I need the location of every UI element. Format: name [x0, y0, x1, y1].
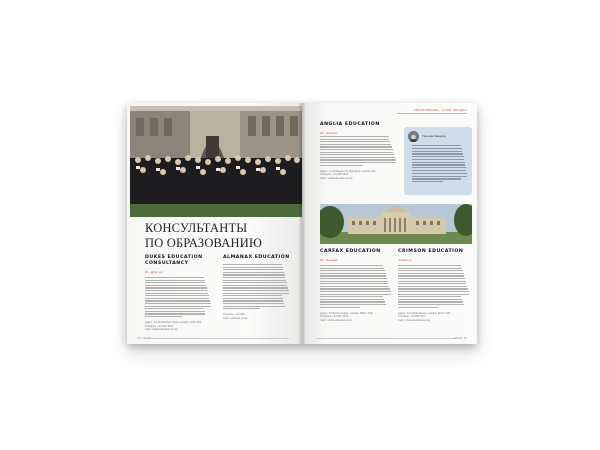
- agency-tag: W., Лондон: [320, 258, 338, 262]
- text-line: [223, 295, 282, 296]
- text-line: [398, 304, 464, 305]
- contact-address: Адрес: 14-18 Regent St, Bromford, London, W4 ...: [320, 169, 379, 173]
- body-text: [320, 136, 398, 166]
- text-line: [412, 145, 461, 146]
- text-line: [412, 151, 462, 152]
- quote-box: [404, 127, 472, 195]
- contact-block: [320, 170, 398, 181]
- agency-tag: W., Англия: [320, 131, 337, 135]
- text-line: [398, 288, 468, 289]
- text-line: [320, 307, 360, 308]
- contact-phone: Телефон: +44 800 433: [398, 315, 425, 319]
- text-line: [398, 281, 466, 282]
- text-line: [223, 277, 285, 278]
- page-title-line-2: ПО ОБРАЗОВАНИЮ: [145, 236, 263, 250]
- text-line: [320, 268, 384, 269]
- text-line: [412, 164, 465, 165]
- folio-label: СНОБ: [141, 337, 151, 340]
- text-line: [320, 152, 393, 153]
- building-photo: [320, 204, 472, 244]
- agency-dukes: [145, 255, 212, 332]
- agency-title: ALMANAX EDUCATION: [223, 255, 290, 260]
- text-line: [398, 268, 462, 269]
- contact-site: Сайт: crimsoneducation.org: [398, 318, 431, 322]
- text-line: [145, 287, 207, 288]
- right-page: [302, 103, 477, 344]
- contact-phone: Телефон: +44 020 4394: [320, 173, 349, 177]
- text-line: [412, 156, 464, 157]
- text-line: [398, 294, 469, 295]
- text-line: [223, 280, 286, 281]
- avatar: [408, 131, 419, 142]
- contact-site: Сайт: almanax.co.uk: [223, 316, 248, 320]
- text-line: [412, 173, 467, 174]
- text-line: [412, 159, 464, 160]
- text-line: [223, 308, 260, 309]
- text-line: [320, 291, 391, 292]
- agency-title: DUKES EDUCATION CONSULTANCY: [145, 255, 203, 266]
- text-line: [223, 290, 289, 291]
- contact-address: Адрес: 62 Beech Hepbe, London, SW1Y 4LB: [320, 311, 373, 315]
- text-line: [320, 139, 389, 140]
- text-line: [223, 298, 283, 299]
- text-line: [398, 296, 461, 297]
- text-line: [398, 299, 462, 300]
- contact-phone: Телефон: +44 567 1010: [320, 315, 349, 319]
- text-line: [398, 273, 464, 274]
- text-line: [398, 291, 469, 292]
- text-line: [320, 270, 385, 271]
- text-line: [320, 165, 363, 166]
- agency-crimson: [398, 249, 470, 323]
- page-number: 71: [463, 337, 467, 340]
- contact-site: Сайт: carfax-education.com: [320, 318, 353, 322]
- text-line: [145, 300, 210, 301]
- text-line: [320, 146, 392, 147]
- text-line: [223, 264, 282, 265]
- folio-left: [137, 337, 150, 340]
- text-line: [223, 300, 283, 301]
- text-line: [320, 157, 395, 158]
- spine-gutter: [299, 103, 305, 344]
- text-line: [145, 303, 211, 304]
- text-line: [398, 286, 467, 287]
- text-line: [145, 313, 205, 314]
- contact-block: [145, 321, 212, 332]
- section-rule: [397, 113, 467, 114]
- body-text: [145, 277, 212, 317]
- quote-text: [412, 145, 468, 184]
- text-line: [320, 296, 383, 297]
- text-line: [398, 307, 438, 308]
- text-line: [320, 288, 390, 289]
- agency-tag: Хобыроъ: [398, 258, 413, 262]
- body-text: [223, 264, 290, 309]
- contact-phone: Телефон: +44 020 ...: [223, 313, 248, 317]
- text-line: [320, 141, 390, 142]
- text-line: [223, 293, 289, 294]
- text-line: [320, 278, 387, 279]
- text-line: [145, 290, 207, 291]
- contact-block: [398, 312, 470, 323]
- text-line: [412, 162, 465, 163]
- text-line: [223, 274, 285, 275]
- text-line: [223, 267, 283, 268]
- text-line: [320, 275, 386, 276]
- magazine-spread: [127, 103, 477, 344]
- text-line: [223, 306, 285, 307]
- contact-site: Сайт: angliaeducation.co.uk: [320, 177, 353, 181]
- text-line: [145, 308, 204, 309]
- contact-phone: Телефон: +44 020 3553: [145, 324, 174, 328]
- text-line: [145, 277, 204, 278]
- text-line: [223, 269, 283, 270]
- text-line: [320, 149, 393, 150]
- text-line: [320, 273, 386, 274]
- text-line: [223, 287, 288, 288]
- text-line: [398, 278, 465, 279]
- text-line: [223, 272, 284, 273]
- text-line: [145, 316, 182, 317]
- text-line: [320, 281, 388, 282]
- text-line: [398, 301, 463, 302]
- contact-address: Адрес: 14-18 Wandsor Place, London, W10 4SX: [145, 321, 202, 325]
- page-title: [145, 221, 295, 251]
- text-line: [223, 282, 287, 283]
- text-line: [412, 153, 463, 154]
- text-line: [223, 303, 284, 304]
- text-line: [145, 282, 205, 283]
- text-line: [320, 144, 391, 145]
- folio-label: СНОБ: [453, 337, 463, 340]
- agency-title: CRIMSON EDUCATION: [398, 249, 464, 254]
- text-line: [145, 285, 206, 286]
- text-line: [412, 178, 461, 179]
- text-line: [412, 181, 443, 182]
- text-line: [320, 283, 388, 284]
- agency-title: CARFAX EDUCATION: [320, 249, 381, 254]
- text-line: [320, 162, 396, 163]
- text-line: [320, 136, 389, 137]
- contact-block: [320, 312, 392, 323]
- text-line: [412, 170, 466, 171]
- text-line: [320, 301, 385, 302]
- contact-block: [223, 313, 290, 320]
- body-text: [398, 265, 470, 308]
- text-line: [412, 176, 467, 177]
- quote-author: Татьяна Зимерхо: [422, 134, 447, 138]
- contact-site: Сайт: dukeseducation.co.uk: [145, 328, 178, 332]
- text-line: [398, 270, 463, 271]
- text-line: [223, 285, 287, 286]
- text-line: [320, 294, 391, 295]
- text-line: [320, 304, 386, 305]
- agency-almanax: [223, 255, 290, 321]
- text-line: [412, 148, 462, 149]
- text-line: [412, 167, 466, 168]
- text-line: [320, 286, 389, 287]
- body-text: [320, 265, 392, 308]
- text-line: [145, 293, 208, 294]
- text-line: [398, 283, 466, 284]
- agency-title: ANGLIA EDUCATION: [320, 122, 380, 127]
- page-number: 70: [137, 337, 141, 340]
- agency-carfax: [320, 249, 392, 323]
- folio-right: [454, 337, 467, 340]
- text-line: [320, 154, 394, 155]
- text-line: [145, 298, 209, 299]
- agency-anglia-body: [320, 136, 398, 181]
- text-line: [145, 280, 205, 281]
- page-title-line-1: КОНСУЛЬТАНТЫ: [145, 221, 248, 235]
- contact-address: Адрес: Jerrinfield House, London, EC1Y 4LB: [398, 311, 450, 315]
- text-line: [320, 299, 384, 300]
- graduation-photo: [130, 106, 302, 217]
- section-label: ОБРАЗОВАНИЕ | CНОБ.ЛОНДОН: [413, 109, 467, 112]
- agency-tag: W., Дукс.ру: [145, 270, 163, 274]
- text-line: [145, 295, 209, 296]
- text-line: [145, 311, 205, 312]
- text-line: [145, 306, 211, 307]
- left-page: [127, 103, 302, 344]
- text-line: [398, 265, 461, 266]
- text-line: [320, 265, 383, 266]
- text-line: [320, 159, 396, 160]
- text-line: [398, 275, 464, 276]
